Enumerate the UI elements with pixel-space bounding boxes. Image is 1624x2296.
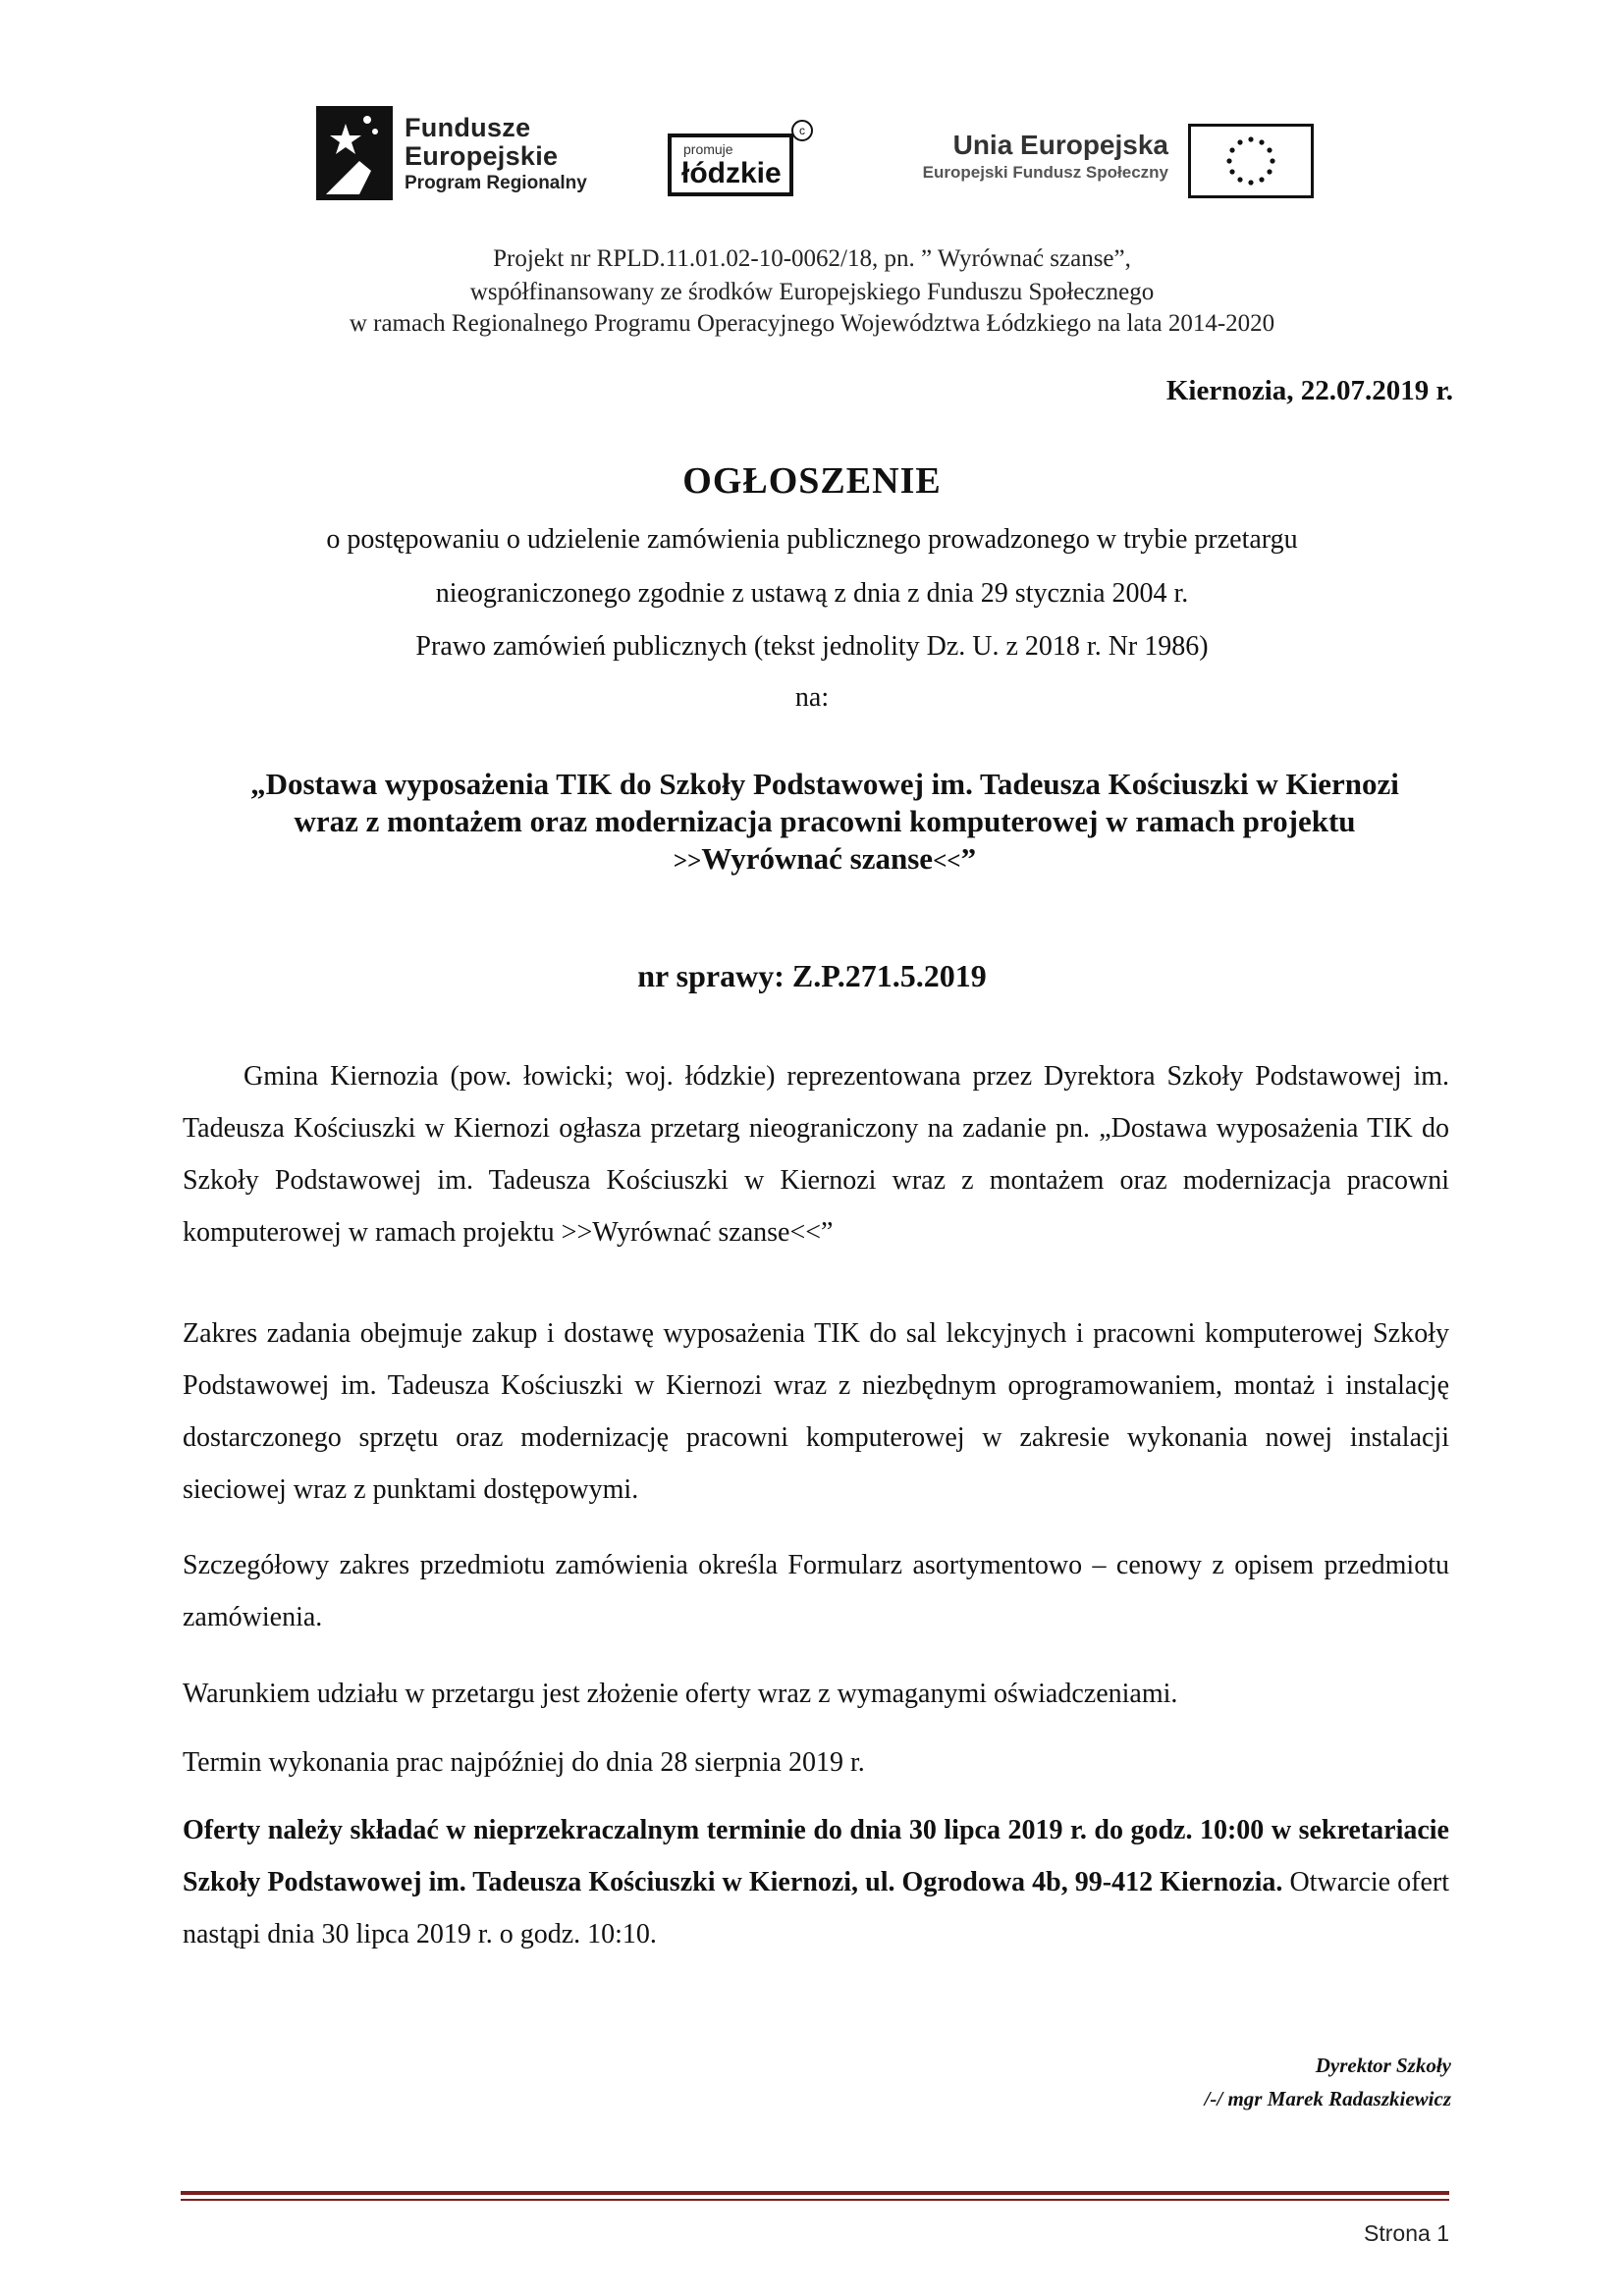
subject-line-2: wraz z montażem oraz modernizacja pracowni komputerowej w ramach projektu — [294, 804, 1356, 838]
unia-europejska-logo — [901, 124, 1314, 202]
paragraph-announcement: Gmina Kiernozia (pow. łowicki; woj. łódzkie) reprezentowana przez Dyrektora Szkoły Podstawowej im. Tadeusza Kościuszki w Kiernozi ogłasza przetarg nieograniczony na zadanie pn. „Dostawa wyposażenia TIK do Szkoły Podstawowej im. Tadeusza Kościuszki w Kiernozi wraz z montażem oraz modernizacja pracowni komputerowej w ramach projektu >>Wyrównać szanse<<” — [183, 1061, 1449, 1248]
subject-line-3-post: << — [933, 848, 961, 875]
footer-rule — [181, 2191, 1449, 2195]
order-subject — [147, 766, 1502, 881]
subtitle-line-3: Prawo zamówień publicznych (tekst jednolity Dz. U. z 2018 r. Nr 1986) — [415, 631, 1209, 662]
document-date: Kiernozia, 22.07.2019 r. — [1165, 375, 1453, 406]
fe-star-mark-icon — [316, 106, 393, 200]
project-line-2: współfinansowany ze środków Europejskiego Funduszu Społecznego — [469, 279, 1155, 305]
offers-opening: Otwarcie ofert nastąpi dnia 30 lipca 2019 r. o godz. 10:10. — [183, 1867, 1449, 1949]
fe-logo-line3: Program Regionalny — [405, 173, 587, 193]
lodzkie-logo-big: łódzkie — [681, 157, 782, 189]
subject-line-1: „Dostawa wyposażenia TIK do Szkoły Podstawowej im. Tadeusza Kościuszki w Kiernozi — [250, 767, 1399, 801]
document-title: OGŁOSZENIE — [682, 460, 942, 502]
promuje-lodzkie-logo — [668, 120, 817, 204]
subject-line-3 — [147, 840, 1502, 881]
fundusze-europejskie-logo — [316, 106, 611, 204]
subject-line-3-pre: >> — [673, 848, 702, 875]
subtitle-line-4: na: — [794, 682, 830, 713]
fe-logo-line2: Europejskie — [405, 141, 559, 171]
paragraph-offers — [183, 1804, 1449, 1960]
subject-line-3-main: Wyrównać szanse — [701, 841, 934, 876]
paragraph-participation-condition: Warunkiem udziału w przetargu jest złożenie oferty wraz z wymaganymi oświadczeniami. — [183, 1679, 1178, 1709]
paragraph-detailed-scope: Szczegółowy zakres przedmiotu zamówienia określa Formularz asortymentowo – cenowy z opisem przedmiotu zamówienia. — [183, 1550, 1449, 1632]
subtitle-line-1: o postępowaniu o udzielenie zamówienia publicznego prowadzonego w trybie przetargu — [326, 524, 1298, 555]
footer-rule-thin — [181, 2199, 1449, 2201]
signature-title: Dyrektor Szkoły — [1315, 2054, 1451, 2077]
fe-logo-line1: Fundusze — [405, 113, 531, 142]
page-number: Strona 1 — [1364, 2220, 1449, 2246]
case-number: nr sprawy: Z.P.271.5.2019 — [637, 958, 987, 993]
project-line-1: Projekt nr RPLD.11.01.02-10-0062/18, pn. ” Wyrównać szanse”, — [493, 245, 1131, 272]
lodzkie-logo-small: promuje — [683, 141, 733, 157]
paragraph-deadline: Termin wykonania prac najpóźniej do dnia 28 sierpnia 2019 r. — [183, 1747, 865, 1778]
subject-line-3-quote: ” — [960, 841, 977, 876]
ue-logo-line2: Europejski Fundusz Społeczny — [922, 163, 1168, 182]
copyright-icon: c — [791, 120, 813, 141]
ue-logo-line1: Unia Europejska — [952, 130, 1168, 160]
paragraph-scope: Zakres zadania obejmuje zakup i dostawę wyposażenia TIK do sal lekcyjnych i pracowni komputerowej Szkoły Podstawowej im. Tadeusza Kościuszki w Kiernozi wraz z niezbędnym oprogramowaniem, montaż i instalację dostarczonego sprzętu oraz modernizację pracowni komputerowej w zakresie wykonania nowej instalacji sieciowej wraz z punktami dostępowymi. — [183, 1318, 1449, 1505]
offers-deadline-bold: Oferty należy składać w nieprzekraczalnym terminie do dnia 30 lipca 2019 r. do godz. 10:00 w sekretariacie Szkoły Podstawowej im. Tadeusza Kościuszki w Kiernozi, ul. Ogrodowa 4b, 99-412 Kiernozia. — [183, 1815, 1449, 1897]
signature-name: /-/ mgr Marek Radaszkiewicz — [1204, 2087, 1451, 2110]
subtitle-line-2: nieograniczonego zgodnie z ustawą z dnia z dnia 29 stycznia 2004 r. — [435, 578, 1189, 609]
eu-flag-icon — [1188, 124, 1314, 198]
project-line-3: w ramach Regionalnego Programu Operacyjnego Województwa Łódzkiego na lata 2014-2020 — [349, 310, 1275, 337]
